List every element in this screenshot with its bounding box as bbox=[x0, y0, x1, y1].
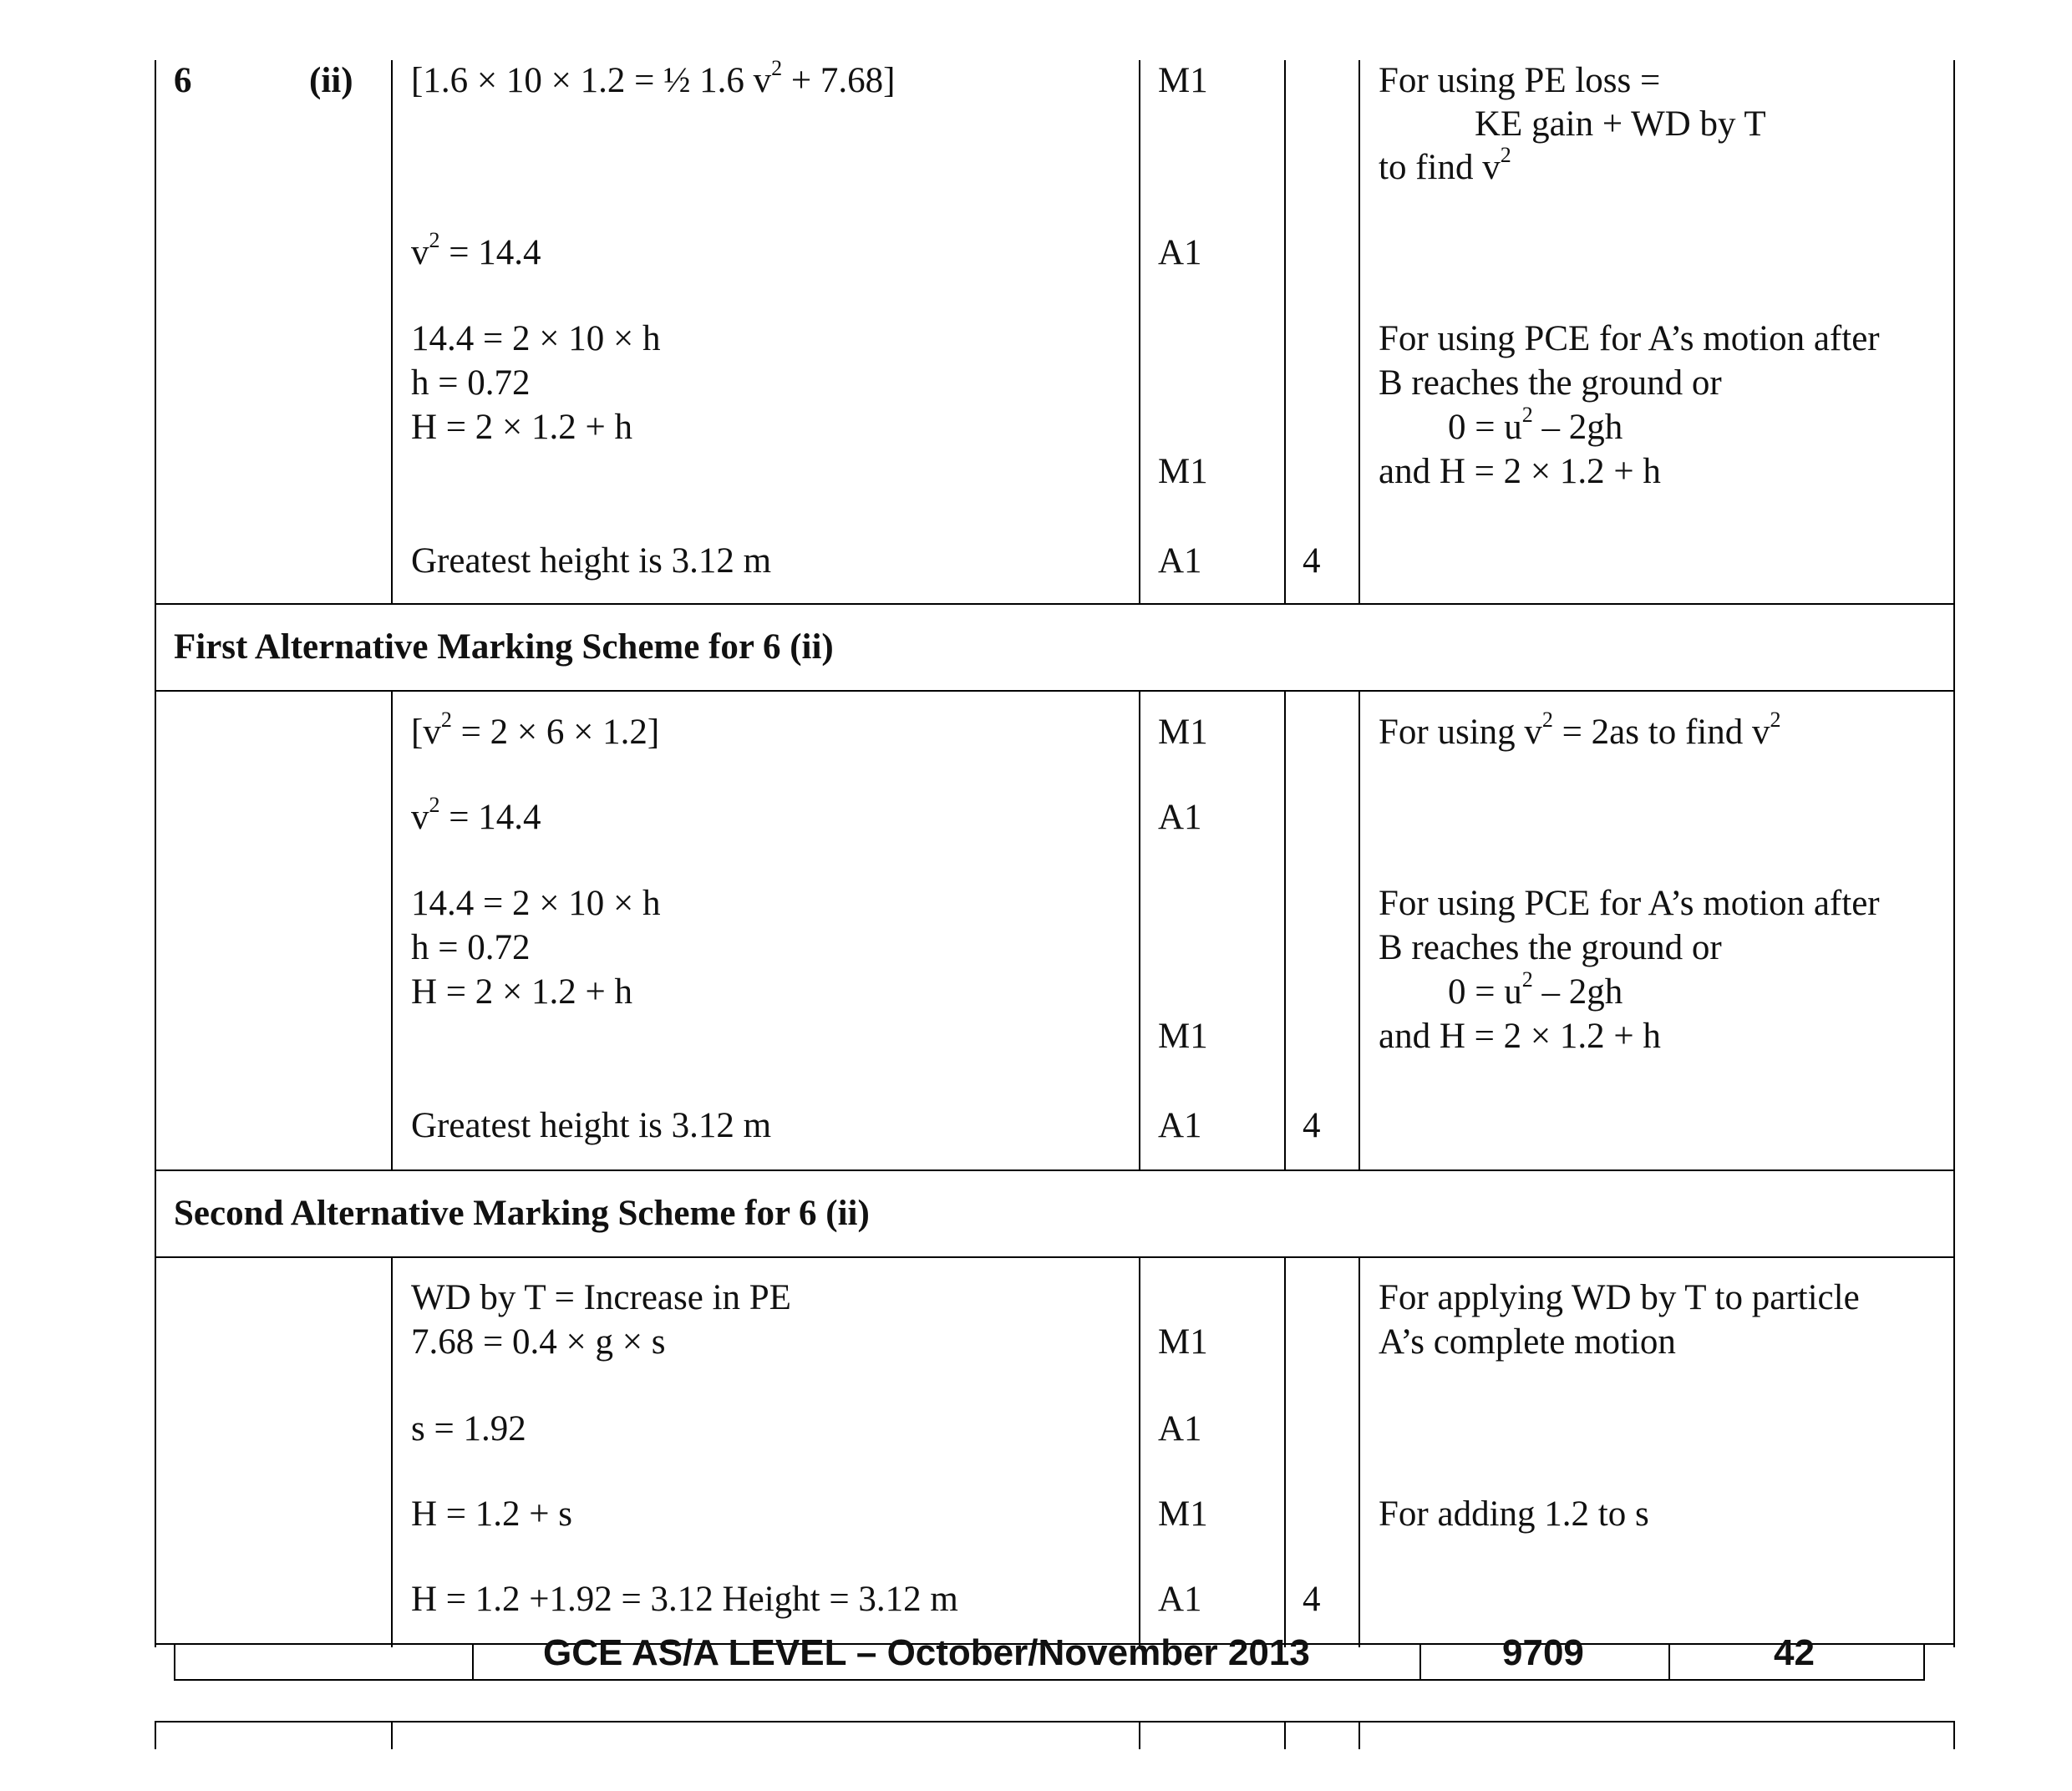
guidance-line: For using $v^2 = 2as$ to find $v^2$ bbox=[1379, 708, 1781, 752]
table-border-right bbox=[1953, 60, 1955, 1647]
mark: M1 bbox=[1158, 1494, 1208, 1534]
column-divider bbox=[1139, 690, 1140, 1169]
column-divider bbox=[391, 60, 393, 603]
guidance-line: For applying WD by T to particle bbox=[1379, 1278, 1860, 1317]
working-line: $v^2 = 14.4$ bbox=[411, 793, 541, 837]
working-line: 14.4 = 2 × 10 × h bbox=[411, 884, 661, 923]
working-line: $v^2 = 14.4$ bbox=[411, 228, 541, 272]
guidance-line: $0 = u^2 - 2gh$ bbox=[1448, 967, 1623, 1012]
working-line: H = 2 × 1.2 + h bbox=[411, 972, 633, 1012]
working-line: H = 1.2 + s bbox=[411, 1494, 573, 1534]
mark: M1 bbox=[1158, 61, 1208, 100]
column-divider bbox=[1284, 60, 1286, 603]
next-table-divider bbox=[1284, 1721, 1286, 1749]
mark: A1 bbox=[1158, 1409, 1202, 1449]
total-marks: 4 bbox=[1303, 1580, 1321, 1619]
next-table-top bbox=[155, 1721, 1955, 1723]
working-line: 14.4 = 2 × 10 × h bbox=[411, 319, 661, 358]
working-line: h = 0.72 bbox=[411, 928, 531, 967]
next-table-divider bbox=[1953, 1721, 1955, 1749]
guidance-line: B reaches the ground or bbox=[1379, 928, 1722, 967]
row-divider bbox=[155, 690, 1955, 692]
guidance-line: and H = 2 × 1.2 + h bbox=[1379, 452, 1661, 491]
total-marks: 4 bbox=[1303, 1106, 1321, 1145]
mark: M1 bbox=[1158, 713, 1208, 752]
table-border-left bbox=[155, 60, 156, 1647]
working-line: H = 1.2 +1.92 = 3.12 Height = 3.12 m bbox=[411, 1580, 958, 1619]
working-line: H = 2 × 1.2 + h bbox=[411, 408, 633, 447]
guidance-line: to find $v^2$ bbox=[1379, 143, 1511, 187]
header-divider bbox=[1668, 1644, 1670, 1681]
mark: A1 bbox=[1158, 1580, 1202, 1619]
second-alt-heading: Second Alternative Marking Scheme for 6 (ii) bbox=[174, 1194, 870, 1233]
question-number: 6 bbox=[174, 61, 192, 100]
working-line: WD by T = Increase in PE bbox=[411, 1278, 791, 1317]
first-alt-heading: First Alternative Marking Scheme for 6 (ii) bbox=[174, 627, 834, 667]
mark: M1 bbox=[1158, 452, 1208, 491]
working-line: s = 1.92 bbox=[411, 1409, 526, 1449]
total-marks: 4 bbox=[1303, 541, 1321, 581]
column-divider bbox=[1139, 60, 1140, 603]
paper-number: 42 bbox=[1774, 1632, 1815, 1673]
exam-title: GCE AS/A LEVEL – October/November 2013 bbox=[543, 1632, 1310, 1673]
working-line: [1.6 × 10 × 1.2 = ½ 1.6 $v^2 + 7.68$] bbox=[411, 56, 896, 100]
working-line: $[v^2 = 2 \times 6 \times 1.2]$ bbox=[411, 708, 660, 752]
next-table-divider bbox=[1139, 1721, 1140, 1749]
guidance-line: For using PCE for A’s motion after bbox=[1379, 319, 1880, 358]
working-line: h = 0.72 bbox=[411, 363, 531, 403]
working-line: Greatest height is 3.12 m bbox=[411, 541, 772, 581]
mark: M1 bbox=[1158, 1017, 1208, 1056]
guidance-line: B reaches the ground or bbox=[1379, 363, 1722, 403]
column-divider bbox=[391, 1256, 393, 1647]
column-divider bbox=[1358, 690, 1360, 1169]
header-divider bbox=[1419, 1644, 1421, 1681]
guidance-line: KE gain + WD by T bbox=[1475, 104, 1766, 144]
working-line: Greatest height is 3.12 m bbox=[411, 1106, 772, 1145]
syllabus-code: 9709 bbox=[1502, 1632, 1584, 1673]
guidance-line: For using PE loss = bbox=[1379, 61, 1661, 100]
next-table-divider bbox=[391, 1721, 393, 1749]
mark: A1 bbox=[1158, 233, 1202, 272]
column-divider bbox=[391, 690, 393, 1169]
column-divider bbox=[1284, 690, 1286, 1169]
row-divider bbox=[155, 603, 1955, 605]
next-table-divider bbox=[155, 1721, 156, 1749]
guidance-line: For using PCE for A’s motion after bbox=[1379, 884, 1880, 923]
column-divider bbox=[1139, 1256, 1140, 1647]
guidance-line: For adding 1.2 to s bbox=[1379, 1494, 1649, 1534]
guidance-line: $0 = u^2 - 2gh$ bbox=[1448, 403, 1623, 447]
mark: A1 bbox=[1158, 541, 1202, 581]
guidance-line: and H = 2 × 1.2 + h bbox=[1379, 1017, 1661, 1056]
question-part: (ii) bbox=[309, 61, 353, 100]
column-divider bbox=[1358, 1256, 1360, 1647]
guidance-line: A’s complete motion bbox=[1379, 1322, 1676, 1362]
row-divider bbox=[155, 1169, 1955, 1171]
column-divider bbox=[1284, 1256, 1286, 1647]
header-divider bbox=[472, 1644, 474, 1681]
column-divider bbox=[1358, 60, 1360, 603]
mark: M1 bbox=[1158, 1322, 1208, 1362]
working-line: 7.68 = 0.4 × g × s bbox=[411, 1322, 666, 1362]
mark: A1 bbox=[1158, 798, 1202, 837]
next-table-divider bbox=[1358, 1721, 1360, 1749]
mark: A1 bbox=[1158, 1106, 1202, 1145]
row-divider bbox=[155, 1256, 1955, 1258]
